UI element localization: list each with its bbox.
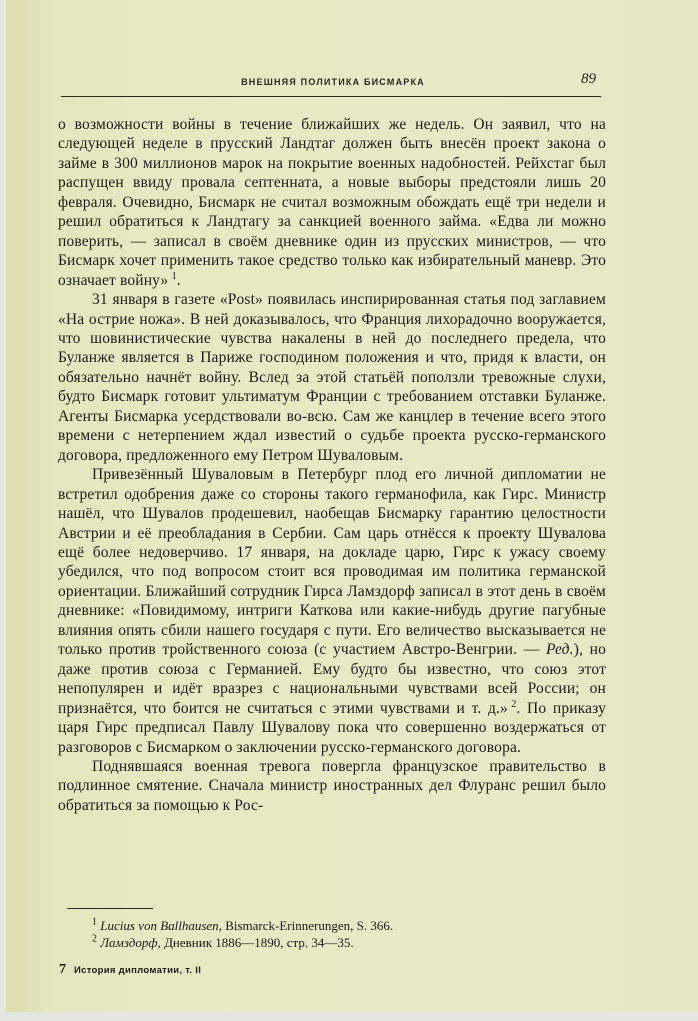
footnote-author: Ламздорф [100, 934, 158, 950]
footnote-text: , Bismarck-Erinnerungen, S. 366. [218, 918, 394, 933]
footnote-ref: 1 [171, 270, 177, 282]
footnote-text: , Дневник 1886—1890, стр. 34—35. [157, 934, 354, 950]
paragraph-4 [58, 757, 606, 815]
editor-note: Ред. [545, 641, 574, 659]
paragraph-text: Привезённый Шуваловым в Петербург плод его личной дипломатии не встретил одобрения даже со стороны такого германофила, как Гирс. Министр нашёл, что Шувалов продешевил, наобещав Бисмарку гарантию целостности Австрии и её преобладания в Сербии. Сам царь отнёсся к проекту Шувалова ещё более недоверчиво. 17 января, на докладе царю, Гирс к ужасу своему убедился, что под вопросом стоит вся проводимая им политика германской ориентации. Ближайший сотрудник Гирса Ламздорф записал в этот день в своём дневнике: «Повидимому, интриги Каткова или какие-нибудь другие пагубные влияния опять сбили нашего государя с пути. Его величество высказывается не только против тройственного союза (с участием Австро-Венгрии. — [58, 466, 606, 659]
book-title: История дипломатии, т. II [74, 965, 202, 976]
paragraph-1: о возможности войны в течение ближайших же недель. Он заявил, что на следующей неделе в прусский Ландтаг должен быть внесён проект закона о займе в 300 миллионов марок на покрытие военных надобностей. Рейхстаг был распущен ввиду провала септенната, а новые выборы предстояли лишь 20 февраля. Очевидно, Бисмарк не считал возможным обождать ещё три недели и решил обратиться к Ландтагу за санкцией военного займа. «Едва ли можно поверить, — записал в своём дневнике один из прусских министров, — что Бисмарк хочет применить такое средство только как избирательный маневр. Это означает войну» $^1$. [58, 116, 606, 289]
book-page [6, 0, 698, 1012]
footnote-ref: 2 [511, 698, 517, 710]
footnote-rule [67, 908, 153, 909]
scan-bottom-edge [0, 1012, 698, 1021]
footnote-1 [92, 918, 612, 935]
paragraph-text: ), но даже против союза с Германией. Ему будто бы известно, что союз этот непопулярен и идёт вразрез с национальными чувствами всей России; он признаётся, что боится не считаться с этими чувствами и т. д.» [58, 641, 606, 717]
footnote-2 [92, 935, 612, 952]
footnote-author: Lucius von Ballhausen [100, 918, 219, 933]
body-text [58, 115, 606, 815]
running-head [64, 71, 602, 91]
paragraph-text: 31 января в газете «Post» появилась инспирированная статья под заглавием «На острие ножа». В ней доказывалось, что Франция лихорадочно вооружается, что шовинистические чувства накалены в ней до последнего предела, что Буланже является в Париже господином положения и что, придя к власти, он обязательно начнёт войну. Вслед за этой статьёй поползли тревожные слухи, будто Бисмарк готовит ультиматум Франции с требованием отставки Буланже. Агенты Бисмарка усердствовали во-всю. Сам же канцлер в течение всего этого времени с нетерпением ждал известий о судьбе проекта русско-германского договора, предложенного ему Петром Шуваловым. [58, 291, 606, 464]
printer-signature [59, 962, 201, 978]
paragraph-text: о возможности войны в течение ближайших же недель. Он заявил, что на следующей неделе в прусский Ландтаг должен быть внесён проект закона о займе в 300 миллионов марок на покрытие военных надобностей. Рейхстаг был распущен ввиду провала септенната, а новые выборы предстояли лишь 20 февраля. Очевидно, Бисмарк не считал возможным обождать ещё три недели и решил обратиться к Ландтагу за санкцией военного займа. «Едва ли можно поверить, — записал в своём дневнике один из прусских министров, — что Бисмарк хочет применить такое средство только как избирательный маневр. Это означает войну» [58, 116, 606, 289]
paragraph-text: . По приказу царя Гирс предписал Павлу Шувалову пока что совершенно воздержаться от разговоров с Бисмарком о заключении русско-германского договора. [58, 699, 606, 756]
page-number: 89 [581, 71, 596, 87]
running-title: ВНЕШНЯЯ ПОЛИТИКА БИСМАРКА [241, 77, 425, 87]
footnotes [92, 918, 612, 951]
paragraph-text: Поднявшаяся военная тревога повергла французское правительство в подлинное смятение. Сначала министр иностранных дел Флуранс решил было обратиться за помощью к Рос- [58, 757, 606, 814]
paragraph-3 [58, 465, 606, 757]
sheet-number: 7 [59, 962, 66, 977]
paragraph-2 [58, 290, 606, 465]
footnote-number: 2 [92, 933, 97, 945]
footnote-number: 1 [92, 916, 97, 928]
header-rule [61, 96, 601, 97]
